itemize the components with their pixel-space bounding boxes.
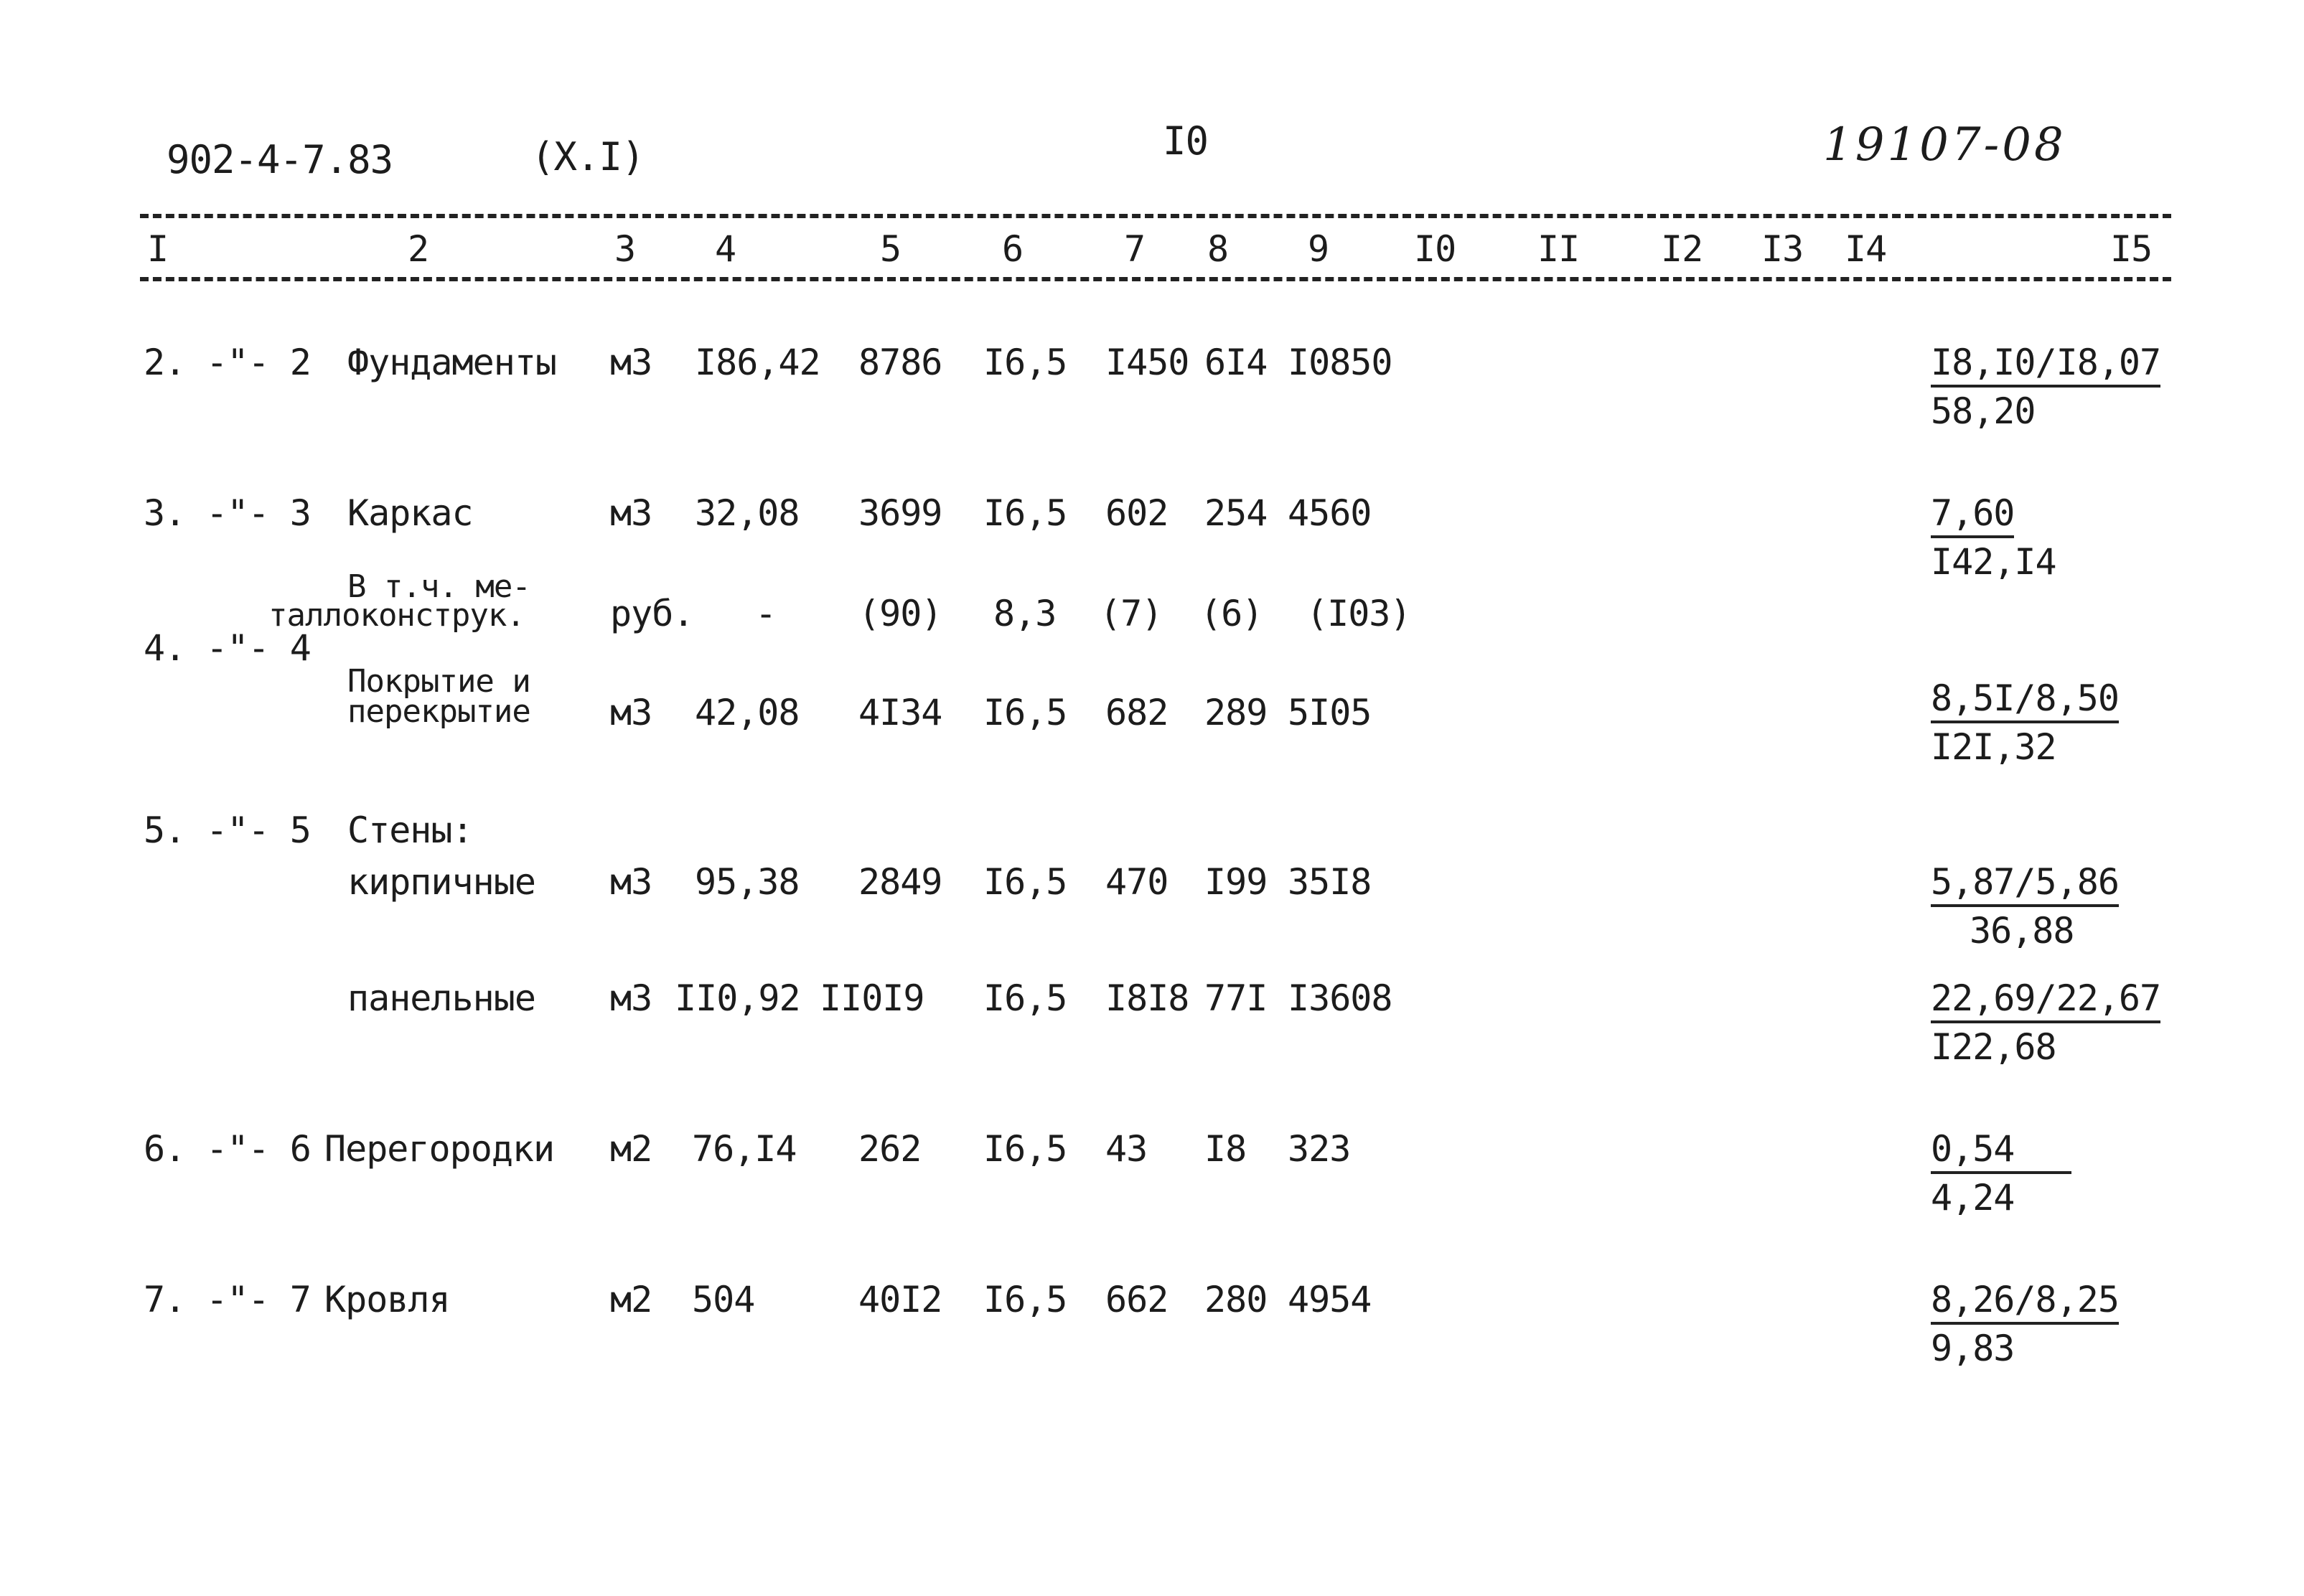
fraction-denominator: 4,24 [1931,1177,2015,1219]
rate: 8,3 [993,593,1057,634]
row-number: 4. -"- 4 [144,627,311,669]
item-name: Фундаменты [347,342,557,383]
value-8: (6) [1200,593,1263,634]
value-8: 280 [1204,1279,1268,1320]
rate: I6,5 [983,692,1067,733]
fraction-numerator: 8,26/8,25 [1931,1282,2119,1325]
value-7: 682 [1105,692,1169,733]
cost: 4I34 [858,692,942,733]
header-top-rule [140,214,2171,218]
total: (I03) [1306,593,1411,634]
fraction-numerator: 8,5I/8,50 [1931,680,2119,723]
item-name: Перегородки [324,1128,555,1170]
indicator-fraction [1931,677,2119,768]
col-header: I [147,228,169,270]
fraction-numerator: 5,87/5,86 [1931,864,2119,907]
row-number: 3. -"- 3 [144,492,311,534]
quantity: 32,08 [695,492,800,534]
value-8: 6I4 [1204,342,1268,383]
cost: 2849 [858,861,942,903]
unit: м3 [610,861,652,903]
row-number: 7. -"- 7 [144,1279,311,1320]
rate: I6,5 [983,1128,1067,1170]
fraction-denominator: 58,20 [1931,390,2036,432]
section-label: (X.I) [531,134,645,179]
quantity: II0,92 [675,977,800,1019]
value-8: 289 [1204,692,1268,733]
quantity: 76,I4 [692,1128,797,1170]
item-name-line1: Покрытие и [347,663,530,700]
item-name: Стены: [347,809,473,851]
cost: 262 [858,1128,922,1170]
header-bottom-rule [140,277,2171,281]
item-name: Каркас [347,492,473,534]
indicator-fraction [1931,342,2161,432]
indicator-fraction [1931,977,2161,1068]
col-header: 9 [1308,228,1329,270]
quantity: - [755,593,777,634]
row-number: 6. -"- 6 [144,1128,311,1170]
value-7: 43 [1105,1128,1148,1170]
fraction-denominator: 9,83 [1931,1328,2015,1369]
value-8: I99 [1204,861,1268,903]
unit: м2 [610,1128,652,1170]
col-header: I4 [1845,228,1887,270]
value-7: I8I8 [1105,977,1189,1019]
col-header: 7 [1124,228,1146,270]
value-7: I450 [1105,342,1189,383]
col-header: I5 [2110,228,2153,270]
fraction-numerator: 7,60 [1931,495,2014,538]
col-header: I2 [1661,228,1703,270]
total: 4954 [1288,1279,1372,1320]
col-header: 8 [1207,228,1229,270]
fraction-denominator: I2I,32 [1931,726,2056,768]
total: I0850 [1288,342,1392,383]
indicator-fraction [1931,1279,2119,1369]
total: I3608 [1288,977,1392,1019]
indicator-fraction [1931,492,2056,583]
rate: I6,5 [983,1279,1067,1320]
page-number: I0 [1163,118,1209,164]
col-header: I3 [1761,228,1804,270]
value-7: 662 [1105,1279,1169,1320]
cost: 8786 [858,342,942,383]
fraction-denominator: 36,88 [1970,910,2074,952]
fraction-numerator: I8,I0/I8,07 [1931,344,2160,388]
unit: м3 [610,492,652,534]
indicator-fraction [1931,1128,2071,1219]
item-name-line2: таллоконструк. [268,597,525,634]
col-header: 2 [408,228,429,270]
row-number: 2. -"- 2 [144,342,311,383]
rate: I6,5 [983,492,1067,534]
item-name: панельные [347,977,535,1019]
fraction-denominator: I22,68 [1931,1026,2056,1068]
item-name-line2: перекрытие [347,693,530,730]
value-8: I8 [1204,1128,1247,1170]
value-7: (7) [1100,593,1163,634]
col-header: 3 [614,228,636,270]
row-number: 5. -"- 5 [144,809,311,851]
value-8: 77I [1204,977,1268,1019]
quantity: 504 [692,1279,755,1320]
rate: I6,5 [983,977,1067,1019]
total: 4560 [1288,492,1372,534]
total: 5I05 [1288,692,1372,733]
col-header: II [1537,228,1580,270]
unit: м3 [610,977,652,1019]
quantity: 42,08 [695,692,800,733]
item-name: Кровля [324,1279,450,1320]
unit: м3 [610,342,652,383]
col-header: I0 [1414,228,1456,270]
quantity: 95,38 [695,861,800,903]
unit: м3 [610,692,652,733]
total: 35I8 [1288,861,1372,903]
rate: I6,5 [983,342,1067,383]
fraction-denominator: I42,I4 [1931,541,2056,583]
indicator-fraction [1931,861,2119,952]
col-header: 4 [715,228,736,270]
value-8: 254 [1204,492,1268,534]
unit: руб. [610,593,694,634]
col-header: 6 [1002,228,1024,270]
unit: м2 [610,1279,652,1320]
rate: I6,5 [983,861,1067,903]
value-7: 470 [1105,861,1169,903]
cost: (90) [858,593,942,634]
quantity: I86,42 [695,342,820,383]
document-code: 902-4-7.83 [167,137,393,182]
fraction-numerator: 0,54 [1931,1131,2071,1174]
item-name: кирпичные [347,861,535,903]
cost: 40I2 [858,1279,942,1320]
cost: 3699 [858,492,942,534]
total: 323 [1288,1128,1351,1170]
item-name-line1: В т.ч. ме- [347,568,530,605]
value-7: 602 [1105,492,1169,534]
cost: II0I9 [820,977,924,1019]
handwritten-number: 19107-08 [1823,118,2066,172]
fraction-numerator: 22,69/22,67 [1931,980,2160,1023]
col-header: 5 [880,228,902,270]
